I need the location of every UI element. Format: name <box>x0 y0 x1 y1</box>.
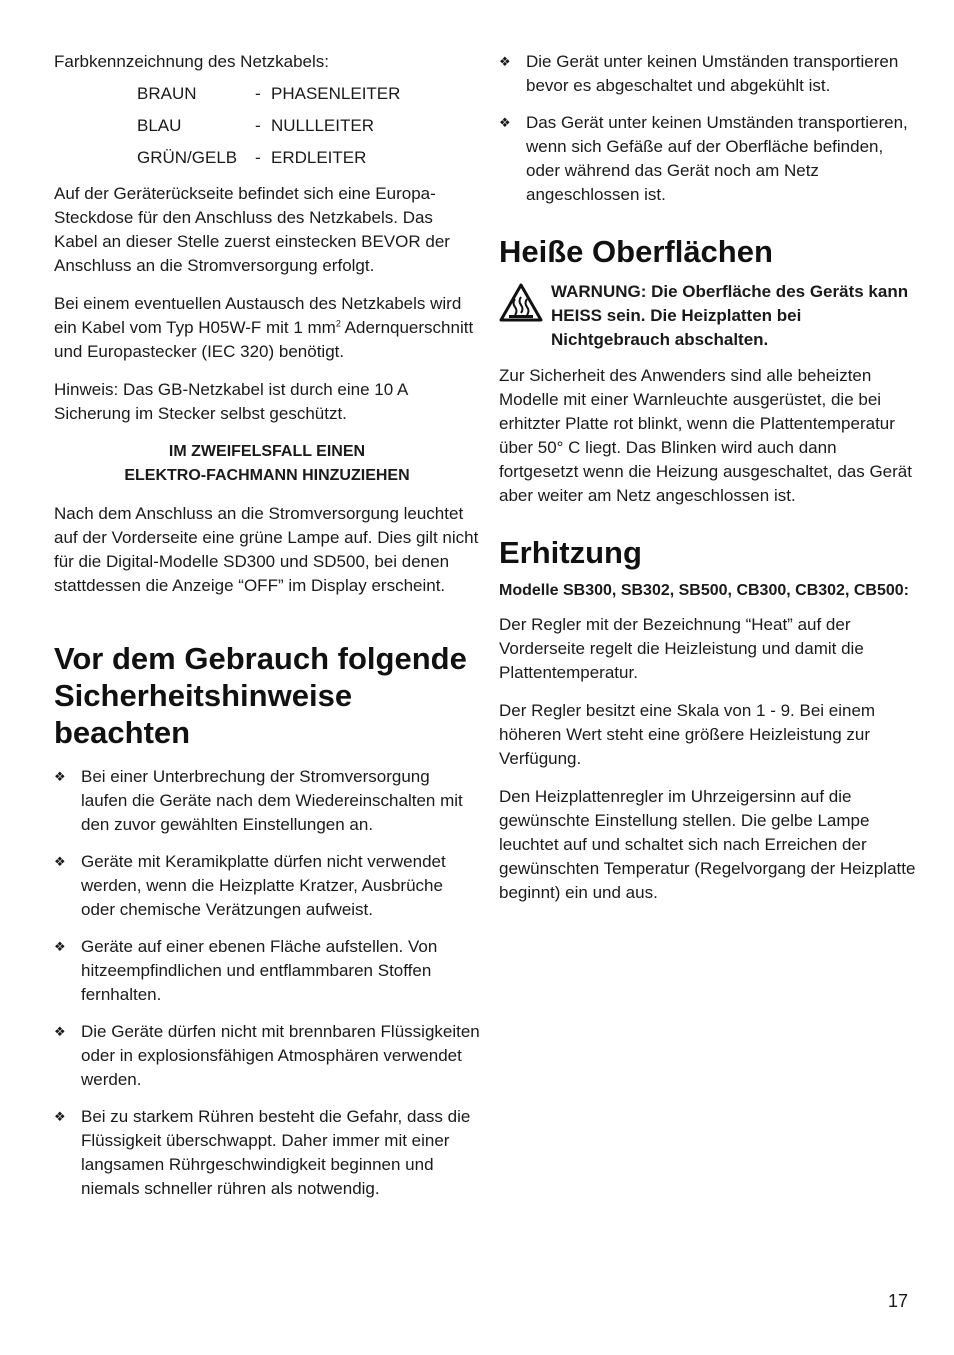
bullet-mark: ❖ <box>54 1024 66 1039</box>
bullet-text: Das Gerät unter keinen Umständen transportieren, wenn sich Gefäße auf der Oberfläche befinden, oder während das Gerät noch am Netz angeschlossen ist. <box>526 113 908 204</box>
superscript-2: 2 <box>335 318 341 329</box>
bullet-mark: ❖ <box>54 1109 66 1124</box>
note-paragraph: Hinweis: Das GB-Netzkabel ist durch eine 10 A Sicherung im Stecker selbst geschützt. <box>54 380 408 423</box>
cable-row <box>54 78 480 110</box>
cable-function: ERDLEITER <box>271 148 367 167</box>
socket-paragraph: Auf der Geräterückseite befindet sich eine Europa-Steckdose für den Anschluss des Netzkabels. Das Kabel an dieser Stelle zuerst einstecken BEVOR der Anschluss an die Stromversorgung erfolgt. <box>54 184 450 275</box>
cable-dash: - <box>255 148 261 167</box>
bullet-text: Bei einer Unterbrechung der Stromversorgung laufen die Geräte nach dem Wiedereinschalten mit den zuvor gewählten Einstellungen an. <box>81 767 463 834</box>
cable-dash: - <box>255 116 261 135</box>
cable-row <box>54 142 480 174</box>
bullet-mark: ❖ <box>54 939 66 954</box>
bullet-text: Geräte auf einer ebenen Fläche aufstellen. Von hitzeempfindlichen und entflammbaren Stoffen fernhalten. <box>81 937 438 1004</box>
warning-text: WARNUNG: Die Oberfläche des Geräts kann HEISS sein. Die Heizplatten bei Nichtgebrauch abschalten. <box>551 282 909 349</box>
replace-text-a: Bei einem eventuellen Austausch des Netzkabels wird ein Kabel vom Typ H05W-F mit 1 mm <box>54 294 462 337</box>
cable-row <box>54 110 480 142</box>
bullet-mark: ❖ <box>54 769 66 784</box>
replace-text-b: Adernquerschnitt und Europastecker (IEC 320) benötigt. <box>54 318 474 361</box>
bullet-text: Die Geräte dürfen nicht mit brennbaren Flüssigkeiten oder in explosionsfähigen Atmosphären verwendet werden. <box>81 1022 480 1089</box>
cable-function: NULLLEITER <box>271 116 374 135</box>
bullet-mark: ❖ <box>54 854 66 869</box>
heading-hot-surfaces: Heiße Oberflächen <box>499 234 773 269</box>
heading-safety: Vor dem Gebrauch folgende Sicherheitshinweise beachten <box>54 641 467 750</box>
bullet-text: Geräte mit Keramikplatte dürfen nicht verwendet werden, wenn die Heizplatte Kratzer, Ausbrüche oder chemische Verätzungen aufweist. <box>81 852 446 919</box>
transport-bullet <box>499 50 917 98</box>
connect-paragraph: Nach dem Anschluss an die Stromversorgung leuchtet auf der Vorderseite eine grüne Lampe auf. Dies gilt nicht für die Digital-Modelle SD300 und SD500, bei denen stattdessen die Anzeige “OFF” im Display erscheint. <box>54 504 479 595</box>
doubt-line-1: IM ZWEIFELSFALL EINEN <box>168 443 366 460</box>
doubt-notice <box>54 440 480 488</box>
cable-color: GRÜN/GELB <box>137 148 238 167</box>
bullet-mark: ❖ <box>499 115 511 130</box>
hot-surface-warning-icon <box>499 283 543 323</box>
cable-color-table <box>54 78 480 174</box>
safety-bullet <box>54 935 480 1007</box>
bullet-mark: ❖ <box>499 54 511 69</box>
page-number: 17 <box>887 1291 908 1311</box>
hot-surface-warning <box>499 280 917 352</box>
transport-bullet <box>499 111 917 207</box>
doubt-line-2: ELEKTRO-FACHMANN HINZUZIEHEN <box>124 467 410 484</box>
cable-intro: Farbkennzeichnung des Netzkabels: <box>54 52 329 71</box>
right-column <box>499 50 917 919</box>
safety-bullet <box>54 765 480 837</box>
safety-bullet <box>54 1020 480 1092</box>
safety-bullet <box>54 850 480 922</box>
scale-paragraph: Der Regler besitzt eine Skala von 1 - 9. Bei einem höheren Wert steht eine größere Heizleistung zur Verfügung. <box>499 701 876 768</box>
heading-heating: Erhitzung <box>499 535 642 570</box>
regler-paragraph: Der Regler mit der Bezeichnung “Heat” auf der Vorderseite regelt die Heizleistung und damit die Plattentemperatur. <box>499 615 864 682</box>
bullet-text: Die Gerät unter keinen Umständen transportieren bevor es abgeschaltet und abgekühlt ist. <box>526 52 899 95</box>
cable-color: BLAU <box>137 116 182 135</box>
cable-color: BRAUN <box>137 84 197 103</box>
safety-bullet <box>54 1105 480 1201</box>
turn-paragraph: Den Heizplattenregler im Uhrzeigersinn auf die gewünschte Einstellung stellen. Die gelbe Lampe leuchtet auf und schaltet sich nach Erreichen der gewünschten Temperatur (Regelvorgang der Heizplatte beginnt) ein und aus. <box>499 787 916 902</box>
bullet-text: Bei zu starkem Rühren besteht die Gefahr, dass die Flüssigkeit überschwappt. Daher immer mit einer langsamen Rührgeschwindigkeit beginnen und niemals schneller rühren als notwendig. <box>81 1107 471 1198</box>
models-subheading: Modelle SB300, SB302, SB500, CB300, CB302, CB500: <box>499 582 909 599</box>
hot-surface-paragraph: Zur Sicherheit des Anwenders sind alle beheizten Modelle mit einer Warnleuchte ausgerüstet, die bei erhitzter Platte rot blinkt, wenn die Plattentemperatur über 50° C liegt. Das Blinken wird auch dann fortgesetzt wenn die Heizung ausgeschaltet, das Gerät aber weiter am Netz angeschlossen ist. <box>499 366 912 505</box>
cable-dash: - <box>255 84 261 103</box>
cable-function: PHASENLEITER <box>271 84 401 103</box>
left-column <box>54 50 480 1214</box>
replace-cable-paragraph <box>54 292 480 364</box>
